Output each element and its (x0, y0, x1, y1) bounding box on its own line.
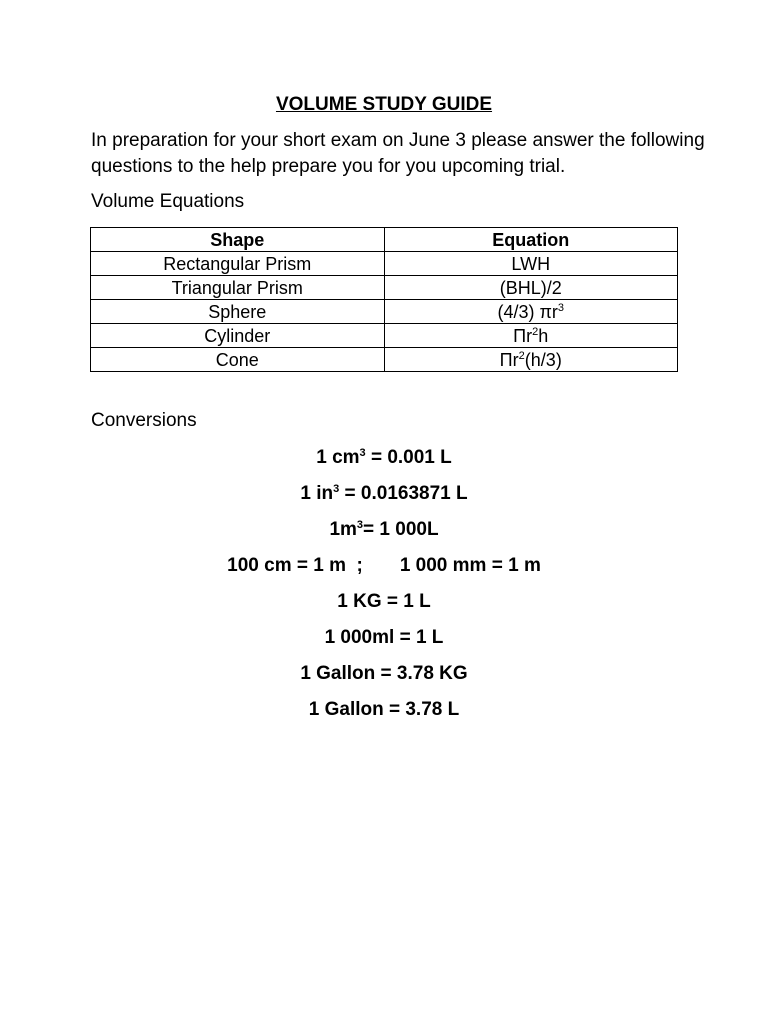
conversion-tail: = 0.0163871 L (339, 483, 468, 504)
table-row (91, 300, 678, 324)
shape-cell: Cylinder (91, 324, 385, 348)
equation-exponent: 3 (557, 301, 565, 314)
table-row (91, 348, 678, 372)
page-title: VOLUME STUDY GUIDE (275, 94, 493, 115)
equation-text: LWH (511, 253, 551, 274)
equation-cell (384, 252, 678, 276)
equation-cell (384, 348, 678, 372)
conversion-line (0, 446, 768, 482)
conversion-exponent: 3 (333, 483, 340, 495)
equation-exponent: 2 (518, 349, 525, 362)
volume-equations-table (90, 227, 678, 372)
shape-cell: Sphere (91, 300, 385, 324)
equation-tail: h (538, 325, 549, 346)
conversion-line (0, 554, 768, 590)
conversion-text: 100 cm = 1 m ; 1 000 mm = 1 m (227, 555, 541, 576)
conversion-exponent: 3 (359, 447, 366, 459)
conversions-heading: Conversions (91, 410, 197, 431)
equations-heading: Volume Equations (91, 191, 245, 212)
conversion-tail: = 1 000L (363, 519, 439, 540)
equation-text: (BHL)/2 (499, 277, 562, 298)
conversion-text: 1m (329, 519, 357, 540)
shape-cell: Rectangular Prism (91, 252, 385, 276)
table-row (91, 324, 678, 348)
conversion-text: 1 Gallon = 3.78 L (308, 699, 460, 720)
equation-exponent: 2 (532, 325, 539, 338)
equation-text: Πr (513, 325, 533, 346)
header-shape: Shape (91, 228, 385, 252)
header-equation: Equation (384, 228, 678, 252)
shape-cell: Triangular Prism (91, 276, 385, 300)
conversion-text: 1 000ml = 1 L (324, 627, 444, 648)
conversion-line (0, 518, 768, 554)
table-row (91, 276, 678, 300)
conversion-text: 1 Gallon = 3.78 KG (300, 663, 468, 684)
conversion-line (0, 482, 768, 518)
conversions-list (0, 446, 768, 734)
equation-text: (4/3) πr (497, 301, 558, 322)
table-row (91, 252, 678, 276)
conversion-text: 1 in (300, 483, 334, 504)
conversion-exponent: 3 (356, 519, 364, 531)
conversion-text: 1 KG = 1 L (337, 591, 431, 612)
conversion-text: 1 cm (316, 447, 360, 468)
conversion-line (0, 590, 768, 626)
table-header-row (91, 228, 678, 252)
equation-cell (384, 276, 678, 300)
equation-cell (384, 324, 678, 348)
conversion-line (0, 662, 768, 698)
intro-paragraph: In preparation for your short exam on June 3 please answer the following questions to the help prepare you for you upcoming trial. (91, 130, 705, 177)
conversion-line (0, 626, 768, 662)
conversion-tail: = 0.001 L (365, 447, 452, 468)
shape-cell: Cone (91, 348, 385, 372)
conversion-line (0, 698, 768, 734)
equation-tail: (h/3) (524, 349, 562, 370)
equation-cell (384, 300, 678, 324)
equation-text: Πr (499, 349, 519, 370)
